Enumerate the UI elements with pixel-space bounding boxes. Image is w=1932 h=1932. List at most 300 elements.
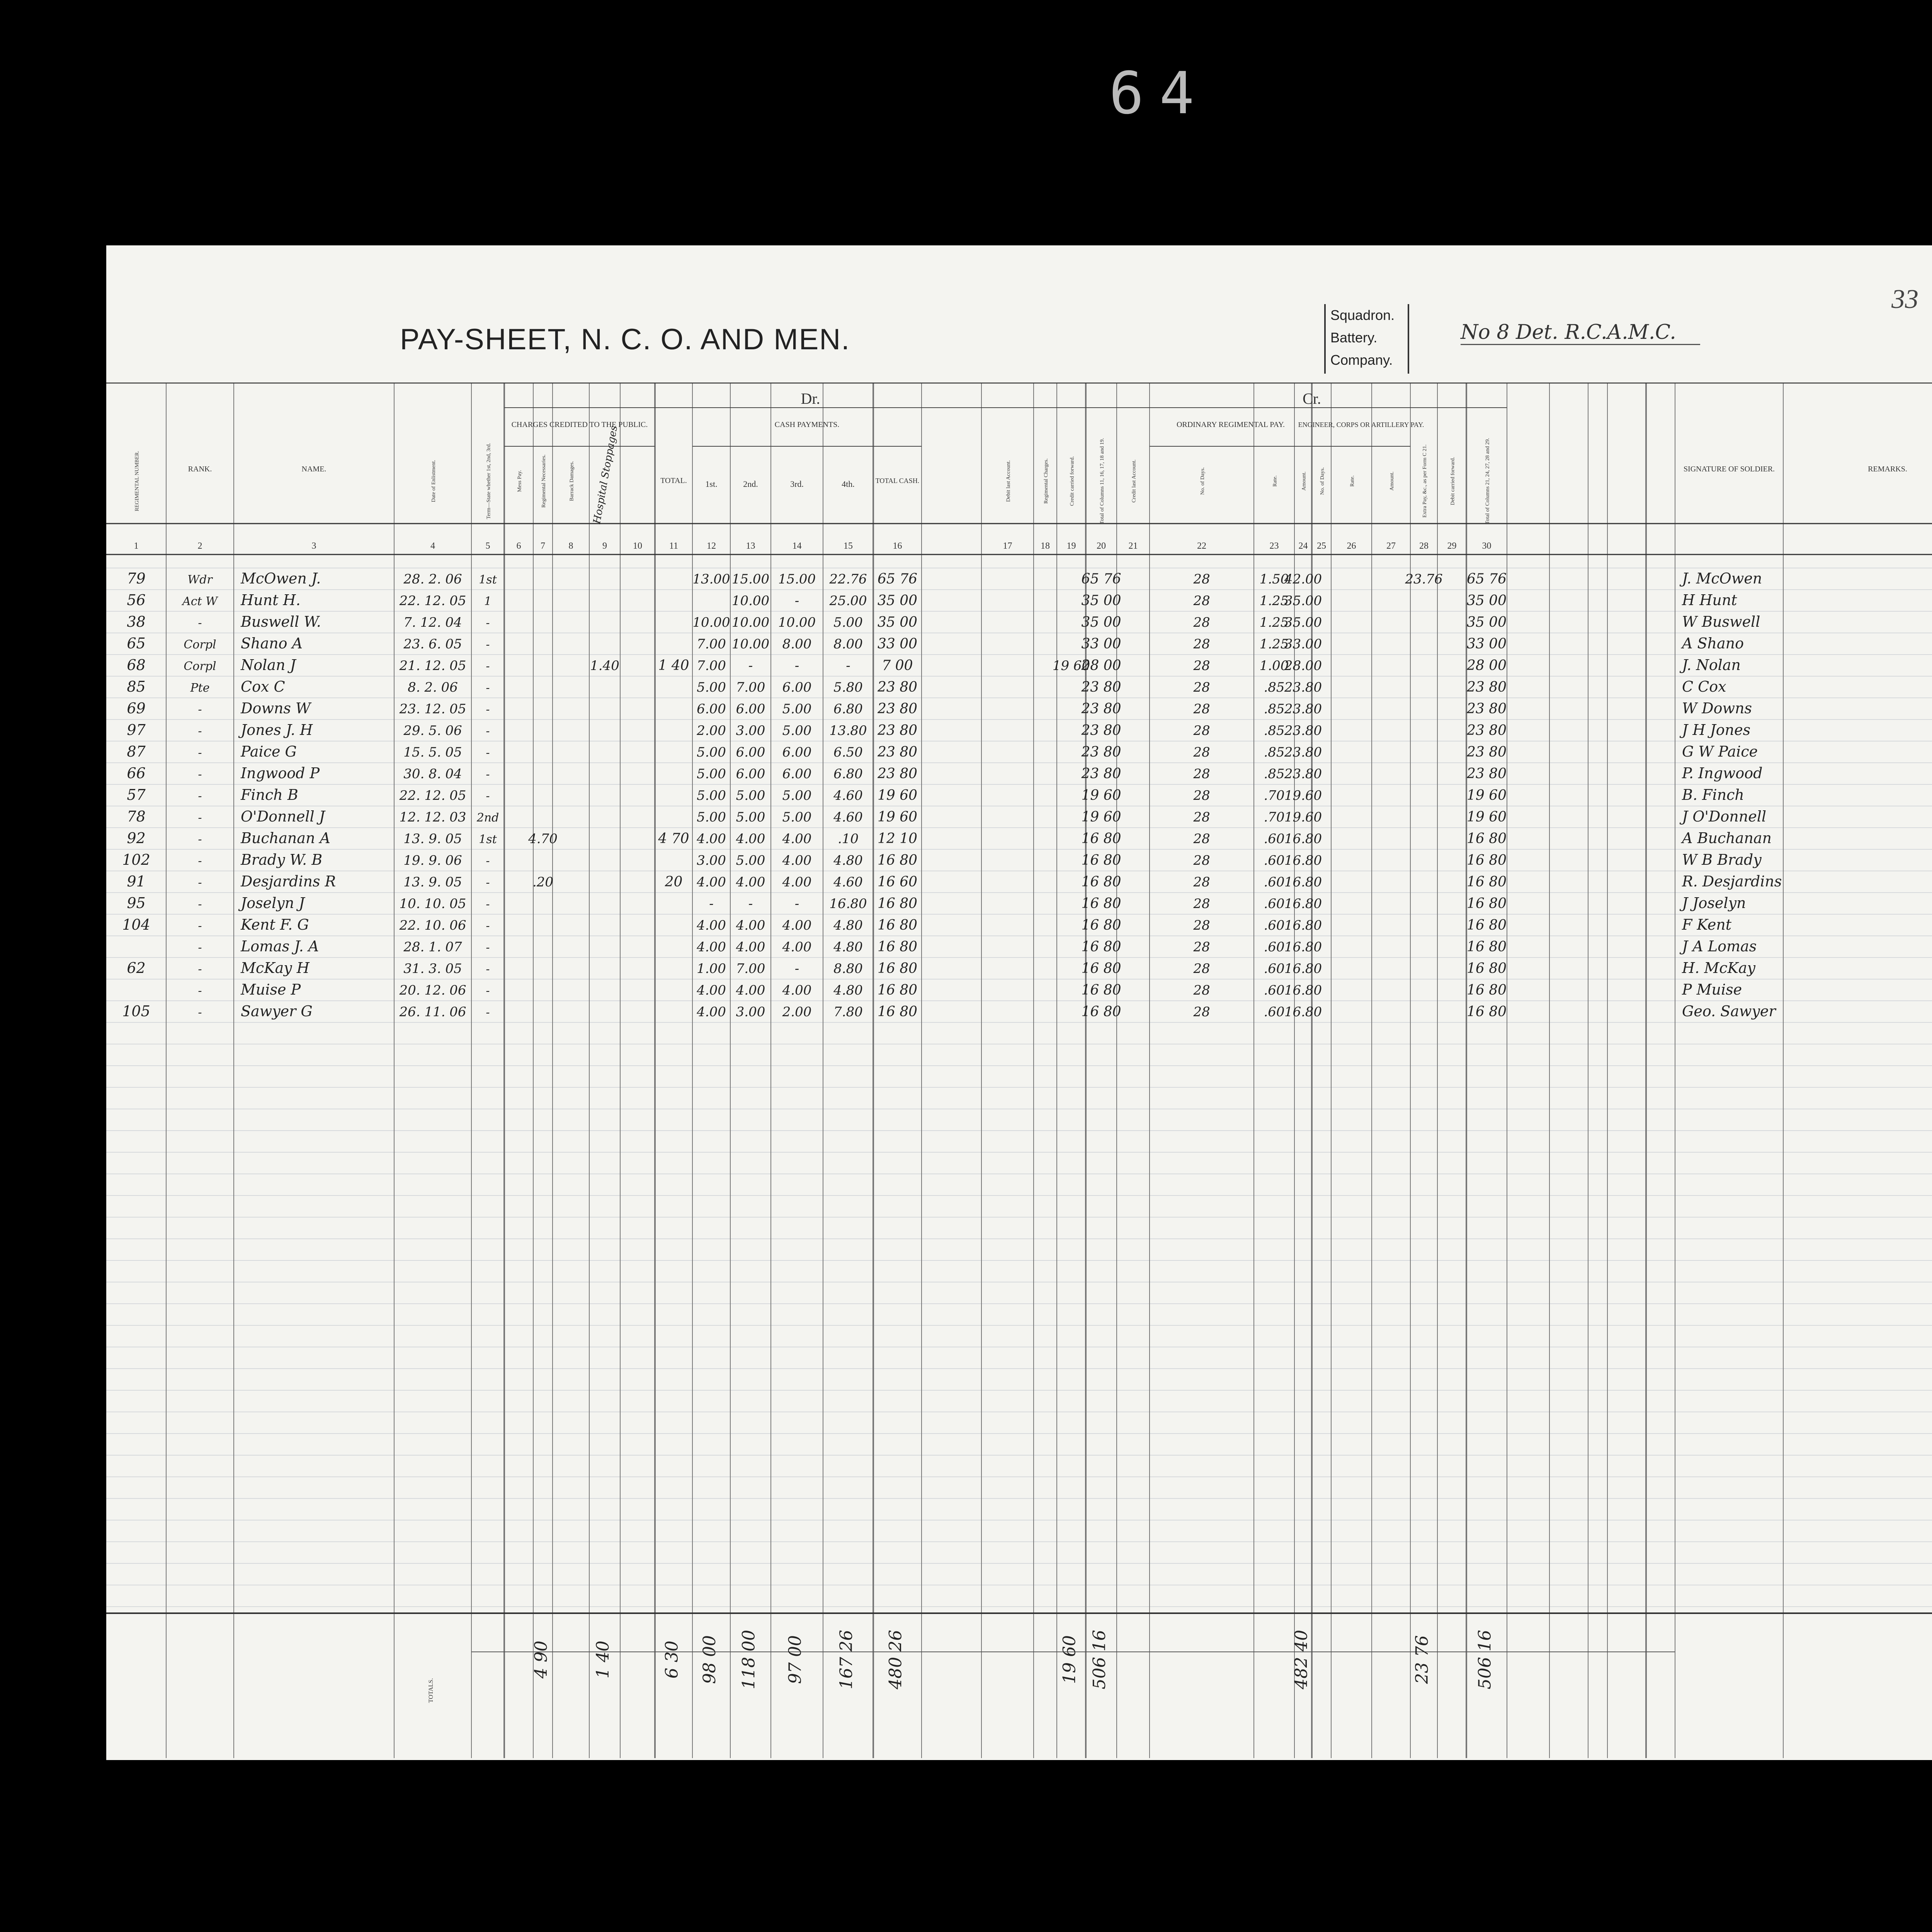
rank-cell: Corpl <box>184 660 216 673</box>
term-cell: 2nd <box>476 811 499 825</box>
term-cell: - <box>486 941 490 954</box>
date-enlistment-heading: Date of Enlistment. <box>431 460 437 502</box>
cash-1st-cell: 6.00 <box>697 701 726 717</box>
cash-4th-cell: 6.50 <box>833 745 863 760</box>
reg-number-cell: 69 <box>127 700 146 717</box>
charges-total-heading: TOTAL. <box>660 476 687 485</box>
column-number: 29 <box>1447 541 1457 551</box>
rank-cell: - <box>198 616 202 630</box>
enlistment-date-cell: 22. 12. 05 <box>399 788 466 803</box>
cash-2nd-cell: 10.00 <box>731 636 770 652</box>
amount-cell: 23.80 <box>1284 680 1322 695</box>
cash-3rd-cell: 6.00 <box>782 745 812 760</box>
days-cell: 28 <box>1193 810 1210 825</box>
reg-number-cell: 102 <box>122 851 150 868</box>
cash-1st-cell: 4.00 <box>697 918 726 933</box>
cash-4th-cell: 4.80 <box>833 983 863 998</box>
days-cell: 28 <box>1193 896 1210 912</box>
rate-cell: .60 <box>1264 874 1285 890</box>
cr-heading: Cr. <box>1303 390 1321 407</box>
cash-3rd-cell: - <box>794 896 799 912</box>
term-cell: - <box>486 854 490 868</box>
rate-cell: 1.25 <box>1259 593 1289 609</box>
cash-2nd-cell: 4.00 <box>736 918 765 933</box>
cash-3rd-cell: 5.00 <box>782 723 812 738</box>
signature-cell: J. Nolan <box>1682 656 1741 673</box>
total-dr-cell: 23 80 <box>1081 723 1121 738</box>
total-cr-cell: 33 00 <box>1466 636 1507 652</box>
column-number: 20 <box>1097 541 1106 551</box>
amount-cell: 19.60 <box>1284 810 1322 825</box>
engineer-heading: ENGINEER, CORPS OR ARTILLERY PAY. <box>1298 421 1424 429</box>
total-cr-cell: 23 80 <box>1466 723 1507 738</box>
days-cell: 28 <box>1193 723 1210 738</box>
rank-cell: - <box>198 876 202 889</box>
column-number: 3 <box>311 541 316 551</box>
regimental-charges-heading: Regimental Charges. <box>1043 458 1049 504</box>
rank-cell: - <box>198 963 202 976</box>
unit-option-battery: Battery. <box>1330 330 1378 345</box>
term-cell: - <box>486 616 490 630</box>
rate-cell: .60 <box>1264 831 1285 847</box>
days-cell: 28 <box>1193 1004 1210 1020</box>
total-dr-cell: 16 80 <box>1081 982 1121 998</box>
rank-cell: - <box>198 941 202 954</box>
name-cell: Joselyn J <box>241 895 305 912</box>
total-dr-cell: 19 60 <box>1081 809 1121 825</box>
column-number: 19 <box>1066 541 1076 551</box>
total-cr-cell: 23 80 <box>1466 701 1507 717</box>
signature-cell: A Buchanan <box>1682 830 1772 847</box>
amount-cell: 16.80 <box>1284 939 1322 955</box>
total-dr-cell: 23 80 <box>1081 701 1121 717</box>
total-dr-cell: 16 80 <box>1081 852 1121 868</box>
cash-2nd-cell: 3.00 <box>736 1004 765 1020</box>
cash-3rd-heading: 3rd. <box>790 479 804 489</box>
amount-cell: 35.00 <box>1284 615 1322 630</box>
pay-table <box>106 383 1932 1758</box>
signature-cell: Geo. Sawyer <box>1682 1003 1776 1020</box>
rate-cell: 1.25 <box>1259 615 1289 630</box>
cash-3rd-cell: 6.00 <box>782 680 812 695</box>
rate-cell: .85 <box>1264 745 1285 760</box>
total-extra-pay: 23 76 <box>1412 1635 1432 1684</box>
days-cell: 28 <box>1193 680 1210 695</box>
signature-cell: B. Finch <box>1682 786 1744 803</box>
total-cr-cell: 28 00 <box>1466 658 1507 673</box>
cash-4th-cell: 5.80 <box>833 680 863 695</box>
cash-3rd-cell: - <box>794 961 799 976</box>
days-cell: 28 <box>1193 571 1210 587</box>
cash-1st-cell: 13.00 <box>692 571 730 587</box>
cash-4th-cell: 6.80 <box>833 701 863 717</box>
total-cash-all: 480 26 <box>886 1630 906 1689</box>
term-cell: - <box>486 789 490 803</box>
total-charges: 6 30 <box>662 1641 682 1679</box>
cash-3rd-cell: 4.00 <box>782 983 812 998</box>
cash-3rd-cell: 5.00 <box>782 788 812 803</box>
amount-cell: 28.00 <box>1284 658 1322 673</box>
total-dr-cell: 23 80 <box>1081 679 1121 695</box>
column-number: 26 <box>1347 541 1356 551</box>
total-cash-cell: 16 80 <box>877 939 918 955</box>
name-cell: Nolan J <box>241 656 296 673</box>
signature-cell: H. McKay <box>1682 959 1755 976</box>
cash-4th-cell: 4.60 <box>833 788 863 803</box>
cash-1st-cell: 5.00 <box>697 788 726 803</box>
total-cash-cell: 23 80 <box>877 679 918 695</box>
cash-1st-cell: 4.00 <box>697 939 726 955</box>
reg-number-cell: 105 <box>122 1003 150 1020</box>
cash-2nd-cell: 4.00 <box>736 831 765 847</box>
name-cell: Cox C <box>241 678 285 695</box>
signature-cell: J Joselyn <box>1682 895 1746 912</box>
total-cash-heading: TOTAL CASH. <box>875 477 920 485</box>
cash-2nd-cell: 4.00 <box>736 983 765 998</box>
term-cell: - <box>486 681 490 695</box>
cash-1st-cell: 3.00 <box>697 853 726 868</box>
total-cash-cell: 16 60 <box>877 874 918 890</box>
enlistment-date-cell: 26. 11. 06 <box>399 1004 466 1020</box>
days-cell: 28 <box>1193 615 1210 630</box>
days-cell: 28 <box>1193 593 1210 609</box>
total-amount: 482 40 <box>1291 1630 1311 1689</box>
enlistment-date-cell: 23. 6. 05 <box>403 636 462 652</box>
total-dr-cell: 16 80 <box>1081 896 1121 912</box>
cash-3rd-cell: 2.00 <box>782 1004 812 1020</box>
days-cell: 28 <box>1193 636 1210 652</box>
total-dr-cell: 35 00 <box>1081 593 1121 609</box>
unit-option-squadron: Squadron. <box>1330 307 1395 323</box>
total-cr-cell: 35 00 <box>1466 614 1507 630</box>
cash-3rd-cell: 10.00 <box>778 615 816 630</box>
term-heading: Term—State whether 1st, 2nd, 3rd. <box>486 443 492 519</box>
cash-4th-cell: 4.80 <box>833 918 863 933</box>
days-cell: 28 <box>1193 918 1210 933</box>
column-number: 2 <box>197 541 202 551</box>
signature-cell: P. Ingwood <box>1682 765 1763 782</box>
amount-cell: 16.80 <box>1284 983 1322 998</box>
enlistment-date-cell: 8. 2. 06 <box>408 680 458 695</box>
cash-4th-cell: 4.80 <box>833 939 863 955</box>
cash-1st-cell: - <box>709 896 714 912</box>
days-cell: 28 <box>1193 961 1210 976</box>
name-heading: NAME. <box>301 465 327 473</box>
name-cell: Finch B <box>241 786 298 803</box>
amount-cell: 16.80 <box>1284 874 1322 890</box>
name-cell: Ingwood P <box>241 765 320 782</box>
column-number: 16 <box>893 541 902 551</box>
amount-cell: 16.80 <box>1284 831 1322 847</box>
enlistment-date-cell: 22. 10. 06 <box>399 918 466 933</box>
necessaries-cell: 4.70 <box>528 831 558 847</box>
reg-number-cell: 97 <box>127 721 146 738</box>
cash-3rd-cell: 4.00 <box>782 918 812 933</box>
rate-cell: .85 <box>1264 701 1285 717</box>
days-cell: 28 <box>1193 831 1210 847</box>
signature-cell: P Muise <box>1682 981 1742 998</box>
name-cell: Muise P <box>241 981 301 998</box>
days-cell: 28 <box>1193 788 1210 803</box>
extra-pay-heading: Extra Pay, &c., as per Form C 21. <box>1422 444 1428 518</box>
hospital-stoppages-heading: Hospital Stoppages <box>591 425 620 525</box>
rank-cell: - <box>198 724 202 738</box>
hospital-cell: 1.40 <box>590 658 619 673</box>
total-cr-cell: 19 60 <box>1466 809 1507 825</box>
cash-1st-cell: 4.00 <box>697 983 726 998</box>
term-cell: 1 <box>484 595 492 608</box>
total-cr-cell: 19 60 <box>1466 787 1507 803</box>
cash-1st-cell: 2.00 <box>697 723 726 738</box>
rate-cell: .70 <box>1264 788 1285 803</box>
column-number: 25 <box>1317 541 1326 551</box>
total-cash-cell: 65 76 <box>877 571 918 587</box>
total-cr-cell: 16 80 <box>1466 982 1507 998</box>
name-cell: Lomas J. A <box>241 938 319 955</box>
cash-2nd-cell: 4.00 <box>736 939 765 955</box>
total-cash-cell: 19 60 <box>877 787 918 803</box>
term-cell: - <box>486 898 490 911</box>
reg-number-cell: 38 <box>127 613 146 630</box>
total-dr-cell: 16 80 <box>1081 831 1121 847</box>
cash-1st-cell: 5.00 <box>697 745 726 760</box>
total-dr-cell: 16 80 <box>1081 917 1121 933</box>
total-hospital: 1 40 <box>593 1641 613 1679</box>
signature-cell: W Downs <box>1682 700 1752 717</box>
total-dr-cell: 19 60 <box>1081 787 1121 803</box>
signature-heading: SIGNATURE OF SOLDIER. <box>1683 465 1775 473</box>
days-cell: 28 <box>1193 983 1210 998</box>
barrack-damages-heading: Barrack Damages. <box>569 461 575 501</box>
pay-sheet <box>106 245 1932 1760</box>
amount-cell: 16.80 <box>1284 918 1322 933</box>
total-cash-2nd: 118 00 <box>739 1630 759 1689</box>
cash-4th-cell: 4.60 <box>833 810 863 825</box>
total-cr-sum: 506 16 <box>1475 1630 1495 1689</box>
total-cash-cell: 19 60 <box>877 809 918 825</box>
rate-cell: .70 <box>1264 810 1285 825</box>
name-cell: Buswell W. <box>241 613 321 630</box>
rank-cell: - <box>198 789 202 803</box>
cash-3rd-cell: 8.00 <box>782 636 812 652</box>
total-dr-cell: 16 80 <box>1081 874 1121 890</box>
unit-handwritten: No 8 Det. R.C.A.M.C. <box>1461 321 1700 345</box>
signature-cell: W Buswell <box>1682 613 1760 630</box>
total-dr-cell: 35 00 <box>1081 614 1121 630</box>
name-cell: Hunt H. <box>241 592 301 609</box>
signature-cell: F Kent <box>1682 916 1732 933</box>
cash-3rd-cell: - <box>794 593 799 609</box>
column-number: 5 <box>485 541 490 551</box>
total-cr-cell: 16 80 <box>1466 831 1507 847</box>
total-dr-heading: Total of Columns 11, 16, 17, 18 and 19. <box>1099 438 1105 524</box>
term-cell: 1st <box>479 573 497 587</box>
rate-cell: 1.00 <box>1259 658 1289 673</box>
amount-cell: 19.60 <box>1284 788 1322 803</box>
name-cell: Downs W <box>241 700 311 717</box>
total-cr-cell: 16 80 <box>1466 852 1507 868</box>
rank-cell: - <box>198 984 202 998</box>
total-cash-cell: 16 80 <box>877 896 918 912</box>
cash-4th-cell: 7.80 <box>833 1004 863 1020</box>
cash-1st-cell: 5.00 <box>697 680 726 695</box>
column-number: 14 <box>792 541 802 551</box>
column-number: 28 <box>1419 541 1429 551</box>
rate-cell: .60 <box>1264 918 1285 933</box>
cash-1st-cell: 4.00 <box>697 874 726 890</box>
cash-3rd-cell: 4.00 <box>782 831 812 847</box>
cash-4th-cell: 25.00 <box>829 593 867 609</box>
amount-cell: 23.80 <box>1284 745 1322 760</box>
reg-number-cell: 57 <box>127 786 146 803</box>
total-dr-cell: 16 80 <box>1081 1004 1121 1020</box>
total-cash-cell: 23 80 <box>877 744 918 760</box>
amount-cell: 23.80 <box>1284 723 1322 738</box>
signature-cell: R. Desjardins <box>1682 873 1782 890</box>
name-cell: Jones J. H <box>241 721 313 738</box>
term-cell: - <box>486 1006 490 1019</box>
reg-number-cell: 85 <box>127 678 146 695</box>
cash-2nd-cell: 4.00 <box>736 874 765 890</box>
cash-2nd-heading: 2nd. <box>743 479 758 489</box>
cash-4th-cell: 22.76 <box>829 571 867 587</box>
cash-1st-heading: 1st. <box>705 479 718 489</box>
column-number: 18 <box>1041 541 1050 551</box>
days-cell: 28 <box>1193 701 1210 717</box>
days-cell: 28 <box>1193 766 1210 782</box>
rank-cell: Corpl <box>184 638 216 651</box>
total-cash-3rd: 97 00 <box>785 1635 805 1684</box>
rank-cell: - <box>198 703 202 716</box>
ordinary-heading: ORDINARY REGIMENTAL PAY. <box>1176 420 1285 429</box>
days-cell: 28 <box>1193 874 1210 890</box>
credit-forward-heading: Credit carried forward. <box>1069 456 1075 506</box>
total-cash-cell: 33 00 <box>877 636 918 652</box>
rate-cell: .60 <box>1264 939 1285 955</box>
cash-1st-cell: 7.00 <box>697 658 726 673</box>
enlistment-date-cell: 29. 5. 06 <box>403 723 462 738</box>
rate-cell: .85 <box>1264 766 1285 782</box>
signature-cell: A Shano <box>1682 635 1744 652</box>
eng-rate-heading: Rate. <box>1349 475 1355 487</box>
rate-cell: 1.50 <box>1259 571 1289 587</box>
term-cell: - <box>486 876 490 889</box>
total-cash-cell: 35 00 <box>877 593 918 609</box>
cash-3rd-cell: 4.00 <box>782 939 812 955</box>
column-number: 22 <box>1197 541 1206 551</box>
term-cell: - <box>486 703 490 716</box>
column-number: 6 <box>516 541 521 551</box>
column-number: 9 <box>602 541 607 551</box>
name-cell: O'Donnell J <box>241 808 325 825</box>
column-number: 27 <box>1386 541 1396 551</box>
cash-4th-cell: 4.60 <box>833 874 863 890</box>
column-number: 10 <box>633 541 642 551</box>
total-cash-1st: 98 00 <box>700 1635 719 1684</box>
credit-forward-cell: 19 60 <box>1052 658 1090 673</box>
enlistment-date-cell: 22. 12. 05 <box>399 593 466 609</box>
enlistment-date-cell: 23. 12. 05 <box>399 701 466 717</box>
reg-number-cell: 104 <box>122 916 150 933</box>
rank-cell: Wdr <box>187 573 213 587</box>
total-cash-4th: 167 26 <box>837 1630 856 1689</box>
total-cash-cell: 7 00 <box>882 658 913 673</box>
cash-3rd-cell: 5.00 <box>782 810 812 825</box>
term-cell: - <box>486 768 490 781</box>
cash-2nd-cell: 5.00 <box>736 788 765 803</box>
cash-heading: CASH PAYMENTS. <box>774 420 840 429</box>
column-number: 30 <box>1482 541 1492 551</box>
amount-cell: 23.80 <box>1284 766 1322 782</box>
cash-1st-cell: 5.00 <box>697 810 726 825</box>
cash-3rd-cell: - <box>794 658 799 673</box>
reg-number-cell: 95 <box>127 895 146 912</box>
regimental-number-heading: REGIMENTAL NUMBER. <box>134 451 140 512</box>
signature-cell: W B Brady <box>1682 851 1762 868</box>
signature-cell: J A Lomas <box>1682 938 1757 955</box>
enlistment-date-cell: 7. 12. 04 <box>403 615 462 630</box>
total-cr-cell: 23 80 <box>1466 679 1507 695</box>
term-cell: 1st <box>479 833 497 846</box>
cash-2nd-cell: 7.00 <box>736 961 765 976</box>
cash-4th-heading: 4th. <box>842 479 855 489</box>
cash-1st-cell: 7.00 <box>697 636 726 652</box>
cash-4th-cell: 13.80 <box>829 723 867 738</box>
rank-cell: - <box>198 746 202 760</box>
name-cell: Desjardins R <box>241 873 336 890</box>
cash-4th-cell: 16.80 <box>829 896 867 912</box>
signature-cell: H Hunt <box>1682 592 1737 609</box>
column-number: 4 <box>430 541 435 551</box>
name-cell: Shano A <box>241 635 303 652</box>
frame-number: 64 <box>1109 60 1210 127</box>
reg-number-cell: 56 <box>127 592 146 609</box>
reg-number-cell: 79 <box>127 570 146 587</box>
rate-cell: .60 <box>1264 983 1285 998</box>
enlistment-date-cell: 12. 12. 03 <box>399 810 466 825</box>
rate-heading: Rate. <box>1272 475 1278 487</box>
amount-cell: 16.80 <box>1284 961 1322 976</box>
cash-4th-cell: 4.80 <box>833 853 863 868</box>
total-cash-cell: 12 10 <box>877 831 918 847</box>
cash-2nd-cell: 5.00 <box>736 810 765 825</box>
reg-number-cell: 66 <box>127 765 146 782</box>
column-number: 7 <box>541 541 545 551</box>
term-cell: - <box>486 660 490 673</box>
total-dr-cell: 23 80 <box>1081 744 1121 760</box>
total-cash-cell: 23 80 <box>877 766 918 782</box>
reg-number-cell: 87 <box>127 743 146 760</box>
enlistment-date-cell: 13. 9. 05 <box>403 831 462 847</box>
rate-cell: 1.25 <box>1259 636 1289 652</box>
name-cell: Brady W. B <box>241 851 323 868</box>
enlistment-date-cell: 28. 2. 06 <box>403 571 462 587</box>
rate-cell: .60 <box>1264 961 1285 976</box>
total-credit-forward: 19 60 <box>1060 1635 1080 1684</box>
unit-option-company: Company. <box>1330 352 1393 368</box>
name-cell: Sawyer G <box>241 1003 313 1020</box>
remarks-heading: REMARKS. <box>1868 465 1907 473</box>
charges-heading: CHARGES CREDITED TO THE PUBLIC. <box>511 420 648 429</box>
term-cell: - <box>486 724 490 738</box>
cash-3rd-cell: 15.00 <box>778 571 816 587</box>
total-cr-cell: 16 80 <box>1466 917 1507 933</box>
cash-1st-cell: 10.00 <box>692 615 730 630</box>
cash-4th-cell: 8.80 <box>833 961 863 976</box>
days-cell: 28 <box>1193 745 1210 760</box>
name-cell: McOwen J. <box>241 570 321 587</box>
days-cell: 28 <box>1193 939 1210 955</box>
